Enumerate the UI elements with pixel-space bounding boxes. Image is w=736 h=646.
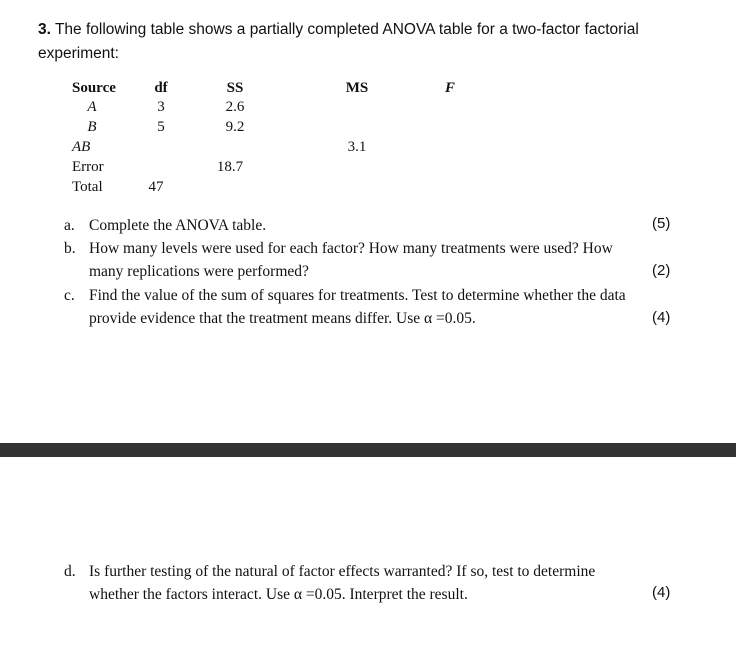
row-b-df: 5 — [157, 119, 165, 135]
part-c-line1: Find the value of the sum of squares for treatments. Test to determine whether the data — [89, 287, 626, 304]
row-b-ss: 9.2 — [225, 119, 245, 135]
row-a-ss: 2.6 — [225, 99, 245, 115]
row-ab-source: AB — [72, 139, 91, 155]
part-d-line2: whether the factors interact. Use α =0.05. Interpret the result. — [89, 586, 468, 603]
row-total-source: Total — [72, 179, 103, 195]
part-d-line1: Is further testing of the natural of factor effects warranted? If so, test to determine — [89, 563, 596, 580]
question-intro: The following table shows a partially completed ANOVA table for a two-factor factorial experiment: — [38, 21, 639, 62]
row-error-source: Error — [72, 159, 104, 175]
header-df: df — [154, 80, 168, 96]
row-error-ss: 18.7 — [216, 159, 244, 175]
row-total-df: 47 — [148, 179, 164, 195]
row-ab-ms: 3.1 — [347, 139, 367, 155]
part-c-label: c. — [64, 287, 75, 304]
part-d-points: (4) — [652, 584, 671, 601]
row-a-df: 3 — [157, 99, 165, 115]
part-b-points: (2) — [652, 262, 671, 279]
question-number: 3. — [38, 21, 51, 38]
part-b-label: b. — [64, 240, 76, 257]
row-b-source: B — [87, 119, 97, 135]
question-prompt — [38, 18, 718, 66]
part-b-line2: many replications were performed? — [89, 263, 309, 280]
row-a-source: A — [87, 99, 97, 115]
header-ss: SS — [226, 80, 244, 96]
page-divider — [0, 443, 736, 457]
part-b-line1: How many levels were used for each factor? How many treatments were used? How — [89, 240, 613, 257]
part-c-line2: provide evidence that the treatment means differ. Use α =0.05. — [89, 310, 476, 327]
part-a-points: (5) — [652, 215, 671, 232]
part-a-label: a. — [64, 217, 75, 234]
header-source: Source — [72, 80, 116, 96]
part-d-label: d. — [64, 563, 76, 580]
header-f: F — [444, 80, 455, 96]
header-ms: MS — [345, 80, 369, 96]
part-c-points: (4) — [652, 309, 671, 326]
part-a-text: Complete the ANOVA table. — [89, 217, 267, 234]
